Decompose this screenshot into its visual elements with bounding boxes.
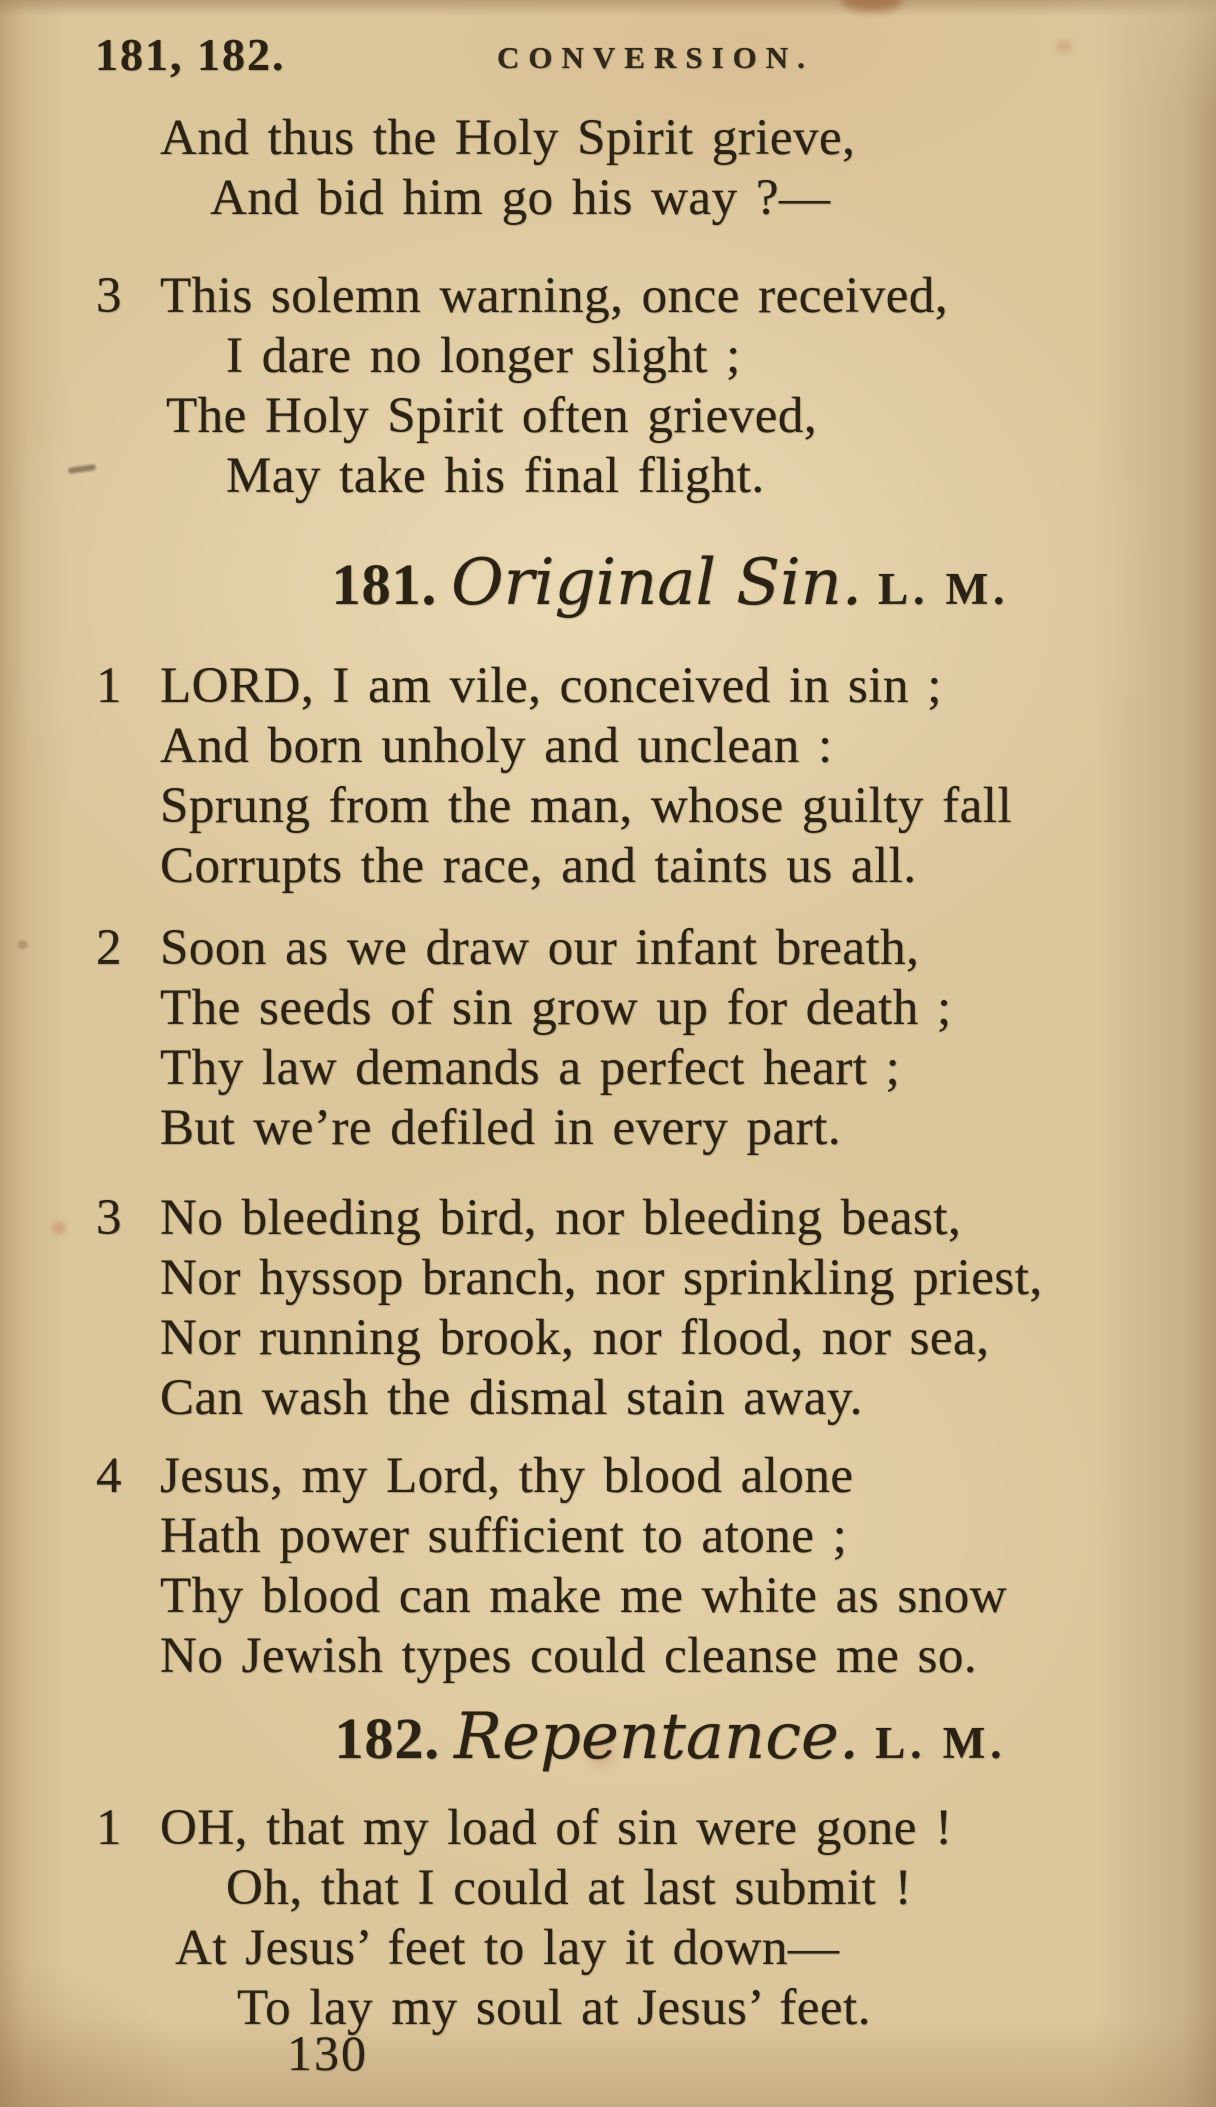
verse-number: 4 — [96, 1448, 122, 1504]
verse-block — [96, 1188, 1176, 1428]
hymn-meter: L. M. — [875, 1718, 1007, 1768]
verse-line: No Jewish types could cleanse me so. — [160, 1628, 978, 1684]
verse-line: The seeds of sin grow up for death ; — [160, 980, 952, 1036]
verse-line: To lay my soul at Jesus’ feet. — [237, 1980, 871, 2036]
stray-mark — [68, 464, 97, 474]
verse-line: May take his final flight. — [226, 448, 765, 504]
paper-speck — [18, 940, 28, 949]
verse-line: I dare no longer slight ; — [226, 328, 741, 384]
verse-line: Nor hyssop branch, nor sprinkling priest, — [160, 1250, 1043, 1306]
verse-line: But we’re defiled in every part. — [160, 1100, 842, 1156]
hymn-number: 181. — [331, 552, 438, 617]
verse-number: 2 — [96, 920, 122, 976]
ink-smudge — [842, 0, 902, 12]
verse-number: 3 — [96, 1190, 122, 1246]
verse-line: Thy blood can make me white as snow — [160, 1568, 1008, 1624]
verse-line: Nor running brook, nor flood, nor sea, — [160, 1310, 990, 1366]
hymn-numbers-header: 181, 182. — [95, 29, 286, 80]
verse-line: And bid him go his way ?— — [210, 170, 831, 226]
hymn-title: Repentance. — [453, 1700, 860, 1774]
verse-line: Soon as we draw our infant breath, — [160, 920, 920, 976]
verse-block — [96, 918, 1176, 1158]
verse-line: OH, that my load of sin were gone ! — [160, 1800, 953, 1856]
verse-line: At Jesus’ feet to lay it down— — [175, 1920, 840, 1976]
hymn-heading-181 — [0, 546, 1216, 620]
verse-line: Sprung from the man, whose guilty fall — [160, 778, 1013, 834]
verse-line: Oh, that I could at last submit ! — [226, 1860, 913, 1916]
hymn-heading-182 — [0, 1700, 1216, 1774]
paper-speck — [1056, 40, 1072, 52]
hymn-title: Original Sin. — [451, 546, 863, 620]
page-number: 130 — [287, 2025, 368, 2081]
verse-block — [96, 266, 1176, 506]
verse-line: And born unholy and unclean : — [160, 718, 833, 774]
verse-line: Hath power sufficient to atone ; — [160, 1508, 848, 1564]
hymn-meter: L. M. — [878, 564, 1010, 614]
verse-number: 1 — [96, 658, 122, 714]
verse-line: Thy law demands a perfect heart ; — [160, 1040, 901, 1096]
verse-line: And thus the Holy Spirit grieve, — [160, 110, 856, 166]
verse-line: LORD, I am vile, conceived in sin ; — [160, 658, 942, 714]
verse-number: 1 — [96, 1800, 122, 1856]
continuation-verse — [96, 108, 1176, 228]
verse-line: Jesus, my Lord, thy blood alone — [160, 1448, 854, 1504]
verse-line: This solemn warning, once received, — [160, 268, 949, 324]
section-title: CONVERSION. — [497, 40, 814, 75]
verse-line: Corrupts the race, and taints us all. — [160, 838, 917, 894]
verse-block — [96, 656, 1176, 896]
verse-line: The Holy Spirit often grieved, — [166, 388, 818, 444]
hymn-number: 182. — [334, 1706, 440, 1771]
verse-block — [96, 1446, 1176, 1686]
verse-line: No bleeding bird, nor bleeding beast, — [160, 1190, 962, 1246]
verse-line: Can wash the dismal stain away. — [160, 1370, 863, 1426]
verse-number: 3 — [96, 268, 122, 324]
paper-speck — [52, 1222, 66, 1234]
verse-block — [96, 1798, 1176, 2038]
